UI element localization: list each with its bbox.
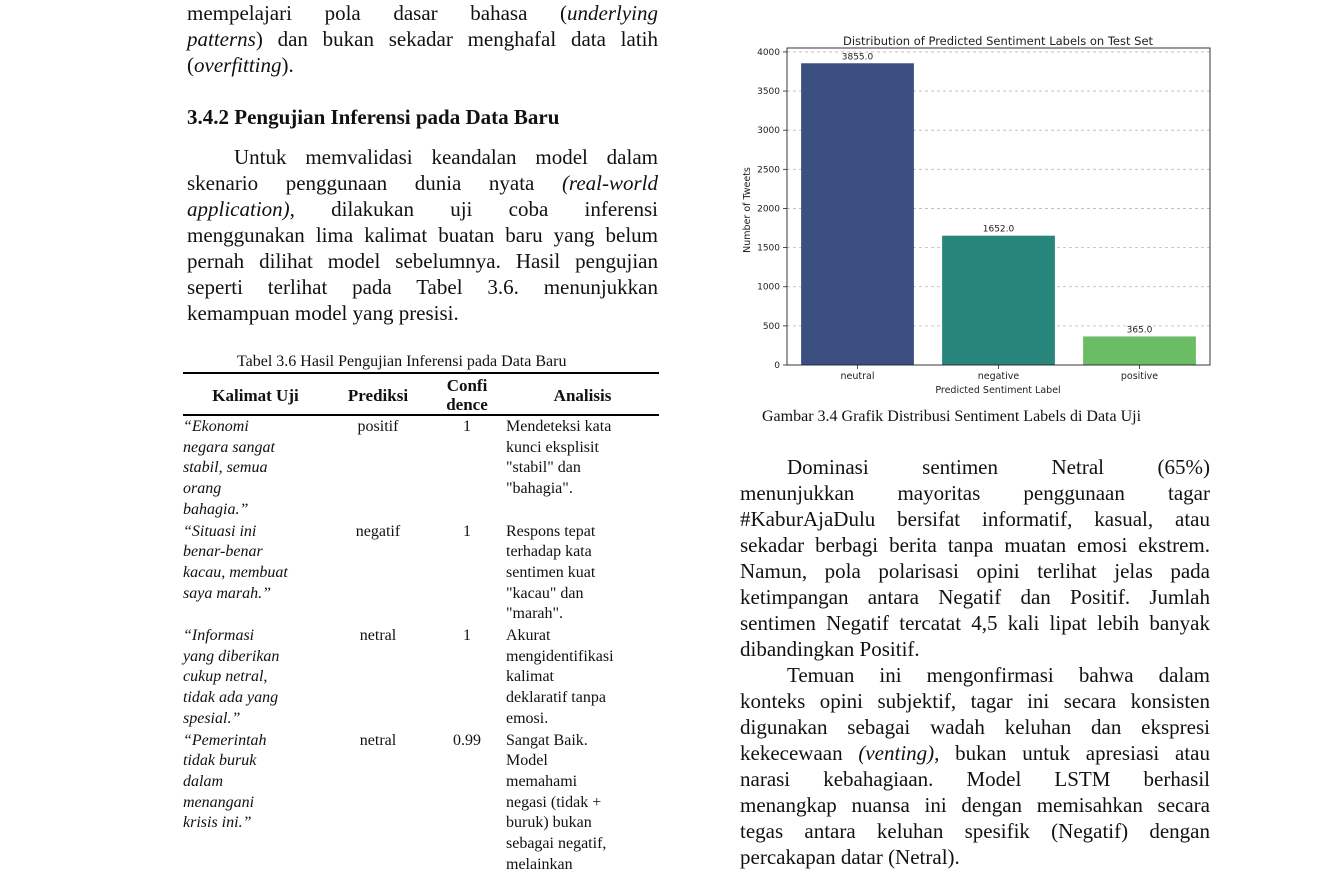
text-line: Namun, pola polarisasi opini terlihat jelas pada [740,559,1210,583]
cell-line: "stabil" dan [506,459,581,477]
text-line: Untuk memvalidasi keandalan model dalam [234,145,658,169]
figure-caption: Gambar 3.4 Grafik Distribusi Sentiment Labels di Data Uji [762,408,1142,425]
text-line: skenario penggunaan dunia nyata (real-world [187,171,658,195]
cell-line: melainkan [506,855,573,873]
table-row [183,415,659,521]
cell-line: emosi. [506,709,549,727]
cell-line: "marah". [506,605,564,623]
cell-line: stabil, semua [183,459,268,477]
cell-line: menangani [183,793,255,811]
cell-confidence: 1 [463,418,471,435]
cell-confidence: 1 [463,522,471,540]
cell-kalimat-uji [183,415,328,521]
cell-line: negara sangat [183,438,275,456]
text-line: Temuan ini mengonfirmasi bahwa dalam [787,663,1210,687]
cell-line: orang [183,480,222,498]
cell-line: "kacau" dan [506,584,584,602]
cell-analisis [506,521,659,626]
header-kalimat-uji: Kalimat Uji [183,373,328,415]
cell-kalimat-uji [183,521,328,626]
text-line: application), dilakukan uji coba inferensi [187,197,658,221]
table-body [183,415,659,875]
discussion-paragraph-1 [740,454,1210,662]
x-tick-label: positive [1120,371,1159,382]
cell-line: bahagia.” [183,500,249,518]
cell-line: sebagai negatif, [506,835,607,853]
text-line: kekecewaan (venting), bukan untuk apresiasi atau [740,741,1210,765]
text-line: patterns) dan bukan sekadar menghafal data latih [187,27,658,51]
text-line: tegas antara keluhan spesifik (Negatif) dengan [740,819,1210,843]
table-row [183,521,659,626]
text-line: narasi kebahagiaan. Model LSTM berhasil [740,767,1210,791]
text-line: menunjukkan mayoritas penggunaan tagar [740,481,1210,505]
bar-value-label: 3855.0 [841,52,874,63]
cell-line: “Informasi [183,627,255,645]
y-tick-label: 4000 [757,47,780,58]
table-caption: Tabel 3.6 Hasil Pengujian Inferensi pada Data Baru [237,353,567,370]
cell-confidence: 1 [463,627,471,645]
cell-line: deklaratif tanpa [506,689,606,707]
cell-confidence: 0.99 [453,731,481,749]
cell-line: terhadap kata [506,543,592,561]
cell-line: saya marah.” [183,584,272,602]
table-row [183,625,659,730]
header-analisis: Analisis [506,373,659,415]
cell-line: sentimen kuat [506,563,596,581]
text-line: percakapan datar (Netral). [740,845,960,869]
cell-prediksi: positif [357,418,399,435]
bar-positive [1083,336,1196,365]
cell-line: "bahagia". [506,480,573,498]
cell-line: mengidentifikasi [506,647,614,665]
header-confidence: Confi dence [428,373,506,415]
cell-line: “Pemerintah [183,731,267,749]
text-line: (overfitting). [187,53,294,77]
text-line: sentimen Negatif tercatat 4,5 kali lipat lebih banyak [740,611,1210,635]
text-line: menangkap nuansa ini dengan memisahkan secara [740,793,1210,817]
bar-negative [942,236,1055,365]
y-tick-label: 1000 [757,282,780,293]
text-line: dibandingkan Positif. [740,637,920,661]
cell-line: “Situasi ini [183,522,257,540]
cell-line: krisis ini.” [183,814,252,832]
y-tick-label: 1500 [757,243,780,254]
text-line: pernah dilihat model sebelumnya. Hasil pengujian [187,249,658,273]
text-line: konteks opini subjektif, tagar ini secara konsisten [740,689,1210,713]
cell-line: tidak buruk [183,752,257,770]
text-line: ketimpangan antara Negatif dan Positif. Jumlah [740,585,1210,609]
x-axis-label: Predicted Sentiment Label [935,385,1061,396]
y-tick-label: 0 [774,361,780,371]
header-prediksi: Prediksi [328,373,428,415]
text-line: kemampuan model yang presisi. [187,301,459,325]
inference-results-table [183,372,659,875]
cell-line: kacau, membuat [183,563,288,581]
cell-prediksi: negatif [355,522,401,540]
cell-kalimat-uji [183,625,328,730]
bar-neutral [801,63,914,365]
cell-line: yang diberikan [183,647,280,665]
cell-line: “Ekonomi [183,418,249,435]
discussion-paragraph-2 [740,662,1210,870]
cell-line: Akurat [506,627,551,645]
cell-line: benar-benar [183,543,263,561]
y-axis-label: Number of Tweets [742,167,753,253]
table-row [183,730,659,875]
section-heading: 3.4.2 Pengujian Inferensi pada Data Baru [187,105,560,129]
cell-line: memahami [506,772,578,790]
y-tick-label: 3000 [757,126,780,137]
text-line: seperti terlihat pada Tabel 3.6. menunjukkan [187,275,658,299]
text-line: mempelajari pola dasar bahasa (underlying [187,1,658,25]
cell-line: Respons tepat [506,522,596,540]
text-line: menggunakan lima kalimat buatan baru yang belum [187,223,658,247]
text-line: sekadar berbagi berita tanpa muatan emosi ekstrem. [740,533,1210,557]
cell-analisis [506,625,659,730]
cell-line: tidak ada yang [183,689,279,707]
text-line: #KaburAjaDulu bersifat informatif, kasual, atau [740,507,1210,531]
cell-line: kunci eksplisit [506,438,599,456]
cell-line: kalimat [506,668,554,686]
cell-line: buruk) bukan [506,814,592,832]
cell-line: Sangat Baik. [506,731,588,749]
cell-kalimat-uji [183,730,328,875]
sentiment-distribution-chart [735,30,1215,400]
bar-value-label: 1652.0 [982,224,1015,235]
y-tick-label: 3500 [757,87,780,98]
y-tick-label: 2500 [757,165,780,176]
text-line: Dominasi sentimen Netral (65%) [787,455,1210,479]
table-header-row [183,373,659,415]
cell-line: Model [506,752,548,770]
y-tick-label: 2000 [757,204,780,215]
text-line: digunakan sebagai wadah keluhan dan ekspresi [740,715,1210,739]
cell-line: cukup netral, [183,668,268,686]
chart-title: Distribution of Predicted Sentiment Labels on Test Set [842,34,1154,48]
cell-line: dalam [183,772,223,790]
cell-prediksi: netral [359,627,397,645]
x-tick-label: neutral [840,371,875,382]
cell-analisis [506,730,659,875]
cell-analisis [506,415,659,521]
cell-line: negasi (tidak + [506,793,602,811]
bar-value-label: 365.0 [1126,325,1153,336]
x-tick-label: negative [977,371,1020,382]
cell-line: Mendeteksi kata [506,418,612,435]
intro-paragraph [187,0,658,78]
cell-prediksi: netral [359,731,397,749]
body-paragraph [187,144,658,326]
y-tick-label: 500 [762,321,780,332]
cell-line: spesial.” [183,709,241,727]
